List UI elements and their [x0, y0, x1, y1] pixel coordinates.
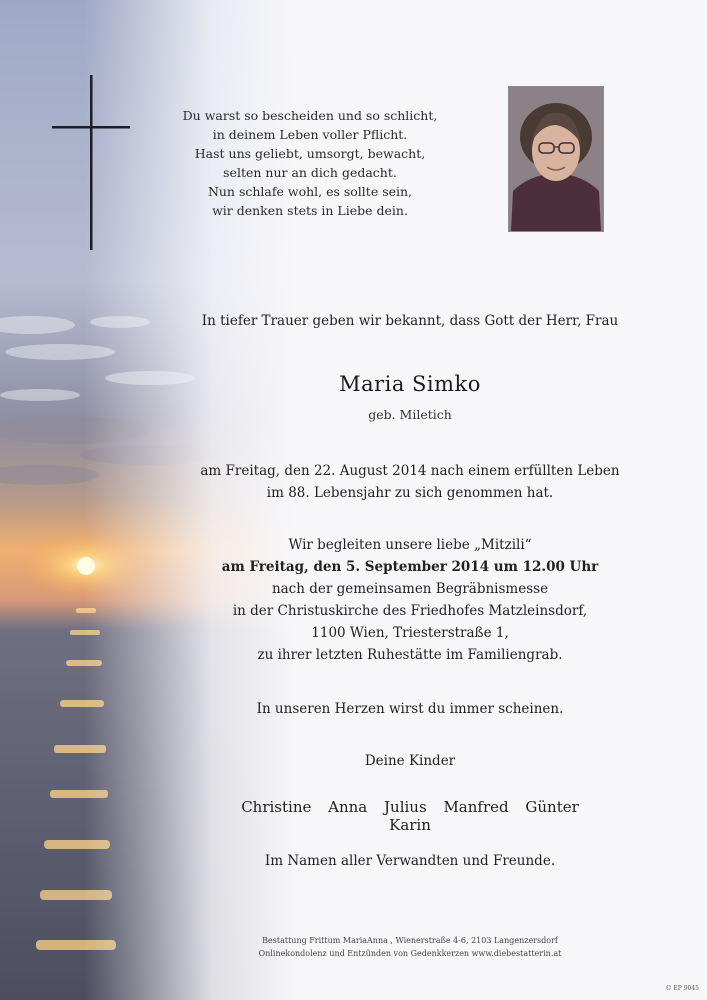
portrait-image: [509, 87, 603, 231]
poem: [140, 106, 480, 220]
family-signature: Im Namen aller Verwandten und Freunde.: [264, 853, 556, 869]
poem-line: Nun schlafe wohl, es sollte sein,: [207, 184, 413, 199]
child-name: Günter: [525, 798, 579, 816]
death-line: am Freitag, den 22. August 2014 nach einem erfüllten Leben: [200, 463, 620, 479]
service-line: zu ihrer letzten Ruhestätte im Familiengrab.: [257, 647, 563, 663]
poem-line: wir denken stets in Liebe dein.: [212, 203, 408, 218]
child-name: Julius: [384, 798, 427, 816]
deceased-name: Maria Simko: [339, 372, 481, 396]
service-intro: Wir begleiten unsere liebe „Mitzili“: [288, 537, 532, 553]
funeral-home-footer: [230, 934, 590, 960]
birth-name: geb. Miletich: [368, 407, 452, 422]
children-label: Deine Kinder: [364, 753, 456, 769]
service-line: 1100 Wien, Triesterstraße 1,: [311, 625, 509, 641]
child-name: Anna: [328, 798, 368, 816]
child-name: Christine: [241, 798, 312, 816]
motto: In unseren Herzen wirst du immer scheinen.: [256, 701, 564, 717]
portrait-photo: [508, 86, 604, 232]
child-name: Manfred: [443, 798, 509, 816]
service-line: in der Christuskirche des Friedhofes Matzleinsdorf,: [232, 603, 588, 619]
death-notice: [170, 460, 650, 504]
child-name: Karin: [389, 816, 431, 834]
poem-line: Du warst so bescheiden und so schlicht,: [182, 108, 438, 123]
footer-line: Bestattung Frittum MariaAnna , Wienerstraße 4-6, 2103 Langenzersdorf: [262, 936, 558, 945]
footer-line: Onlinekondolenz und Entzünden von Gedenkkerzen www.diebestatterin.at: [258, 949, 562, 958]
poem-line: Hast uns geliebt, umsorgt, bewacht,: [194, 146, 426, 161]
service-date: am Freitag, den 5. September 2014 um 12.00 Uhr: [221, 559, 599, 575]
funeral-service: [160, 534, 660, 666]
poem-line: selten nur an dich gedacht.: [223, 165, 397, 180]
poem-line: in deinem Leben voller Pflicht.: [212, 127, 408, 142]
service-line: nach der gemeinsamen Begräbnismesse: [271, 581, 549, 597]
print-code: © EP 9045: [665, 985, 699, 992]
death-line: im 88. Lebensjahr zu sich genommen hat.: [266, 485, 554, 501]
children-names: [210, 798, 610, 834]
announcement-intro: In tiefer Trauer geben wir bekannt, dass Gott der Herr, Frau: [201, 313, 619, 329]
